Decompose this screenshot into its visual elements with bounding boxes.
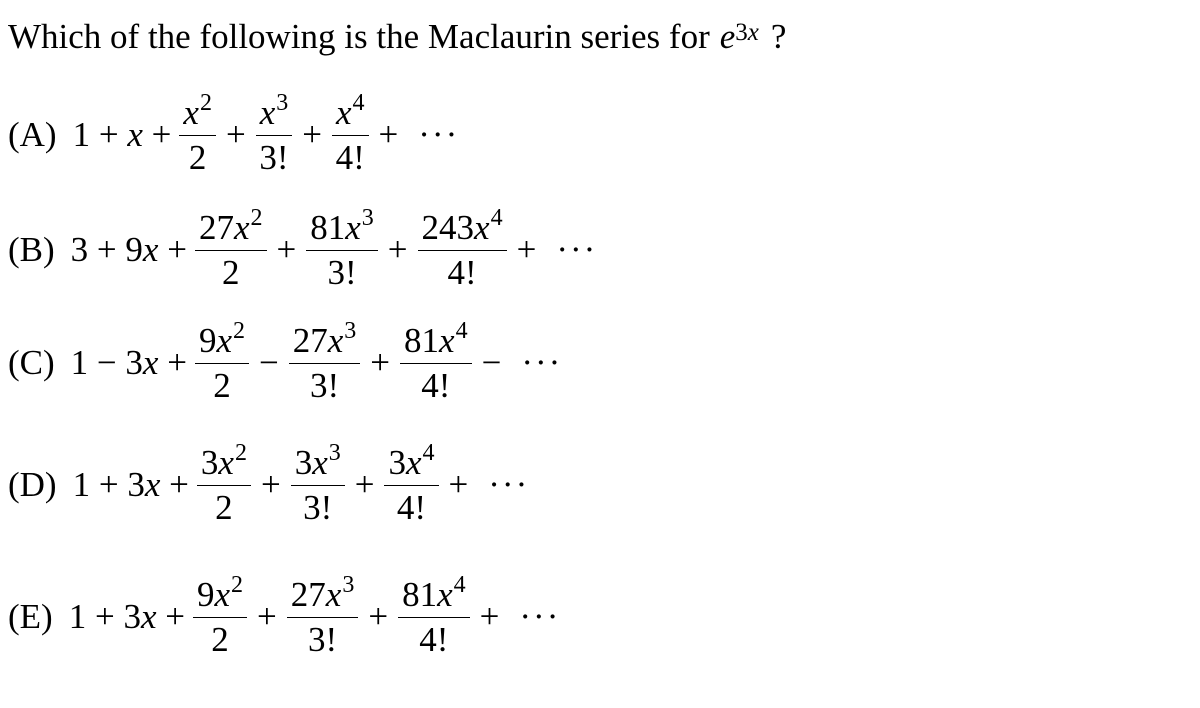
operator: − xyxy=(259,343,279,382)
operator: + xyxy=(448,465,469,504)
operator: + xyxy=(479,597,500,636)
numerator-variable: x xyxy=(312,442,328,482)
fraction-term xyxy=(179,89,216,178)
numerator-power: 4 xyxy=(455,317,468,344)
question-stem xyxy=(8,14,786,60)
fraction-term xyxy=(291,439,345,528)
fraction-denominator: 3! xyxy=(327,252,357,292)
option-expression xyxy=(8,205,1008,295)
numerator-power: 2 xyxy=(199,89,212,116)
fraction-denominator: 3! xyxy=(303,487,333,527)
question-mark: ? xyxy=(770,17,787,56)
numerator-coefficient: 27 xyxy=(198,207,234,247)
numerator-coefficient: 27 xyxy=(292,320,328,360)
fraction-denominator: 4! xyxy=(419,619,449,659)
operator: + xyxy=(378,115,399,154)
option-label: (B) xyxy=(8,230,55,269)
numerator-power: 4 xyxy=(453,571,466,598)
operator: + xyxy=(368,597,389,636)
fraction-term xyxy=(287,571,359,660)
numerator-power: 4 xyxy=(352,89,365,116)
numerator-power: 3 xyxy=(361,204,374,231)
operator: + xyxy=(260,465,281,504)
fraction-denominator: 2 xyxy=(211,619,229,659)
numerator-variable: x xyxy=(218,442,234,482)
fraction-term xyxy=(384,439,438,528)
question-exponent-var: x xyxy=(747,19,759,46)
numerator-variable: x xyxy=(259,92,276,132)
fraction-denominator: 3! xyxy=(307,619,338,659)
fraction-denominator: 4! xyxy=(335,137,365,177)
fraction-term xyxy=(193,571,247,660)
operator: + xyxy=(516,230,537,269)
answer-option[interactable] xyxy=(8,318,1008,408)
option-label: (E) xyxy=(8,597,53,636)
ellipsis: ··· xyxy=(521,343,563,382)
fraction-term xyxy=(195,204,267,293)
answer-option[interactable] xyxy=(8,572,1008,662)
fraction-numerator xyxy=(197,439,251,486)
numerator-variable: x xyxy=(214,574,231,614)
numerator-variable: x xyxy=(327,320,344,360)
numerator-coefficient: 3 xyxy=(200,442,219,482)
fraction-numerator xyxy=(179,89,216,136)
operator: + xyxy=(370,343,391,382)
operator: + xyxy=(387,230,408,269)
fraction-numerator xyxy=(256,89,293,136)
numerator-variable: x xyxy=(474,207,490,247)
question-base: e xyxy=(719,17,736,56)
fraction-numerator xyxy=(195,204,267,251)
fraction-denominator: 2 xyxy=(213,365,231,405)
answer-option[interactable] xyxy=(8,440,1008,530)
numerator-variable: x xyxy=(345,207,361,247)
option-leading-terms: 1 + x + xyxy=(72,115,172,154)
numerator-variable: x xyxy=(439,320,455,360)
numerator-power: 2 xyxy=(233,317,245,344)
option-expression xyxy=(8,440,1008,530)
fraction-term xyxy=(306,204,378,293)
fraction-denominator: 2 xyxy=(221,252,240,292)
numerator-variable: x xyxy=(335,92,352,132)
fraction-numerator xyxy=(332,89,369,136)
fraction-term xyxy=(195,317,249,406)
fraction-denominator: 3! xyxy=(259,137,289,177)
fraction-numerator xyxy=(306,204,378,251)
fraction-term xyxy=(289,317,361,406)
ellipsis: ··· xyxy=(556,230,598,269)
numerator-variable: x xyxy=(405,442,422,482)
numerator-power: 2 xyxy=(250,204,263,231)
numerator-coefficient: 81 xyxy=(404,320,440,360)
numerator-variable: x xyxy=(233,207,250,247)
option-label: (C) xyxy=(8,343,55,382)
fraction-denominator: 4! xyxy=(396,487,427,527)
numerator-power: 2 xyxy=(234,439,247,466)
numerator-coefficient: 3 xyxy=(294,442,313,482)
numerator-coefficient: 9 xyxy=(198,320,217,360)
numerator-power: 3 xyxy=(276,89,289,116)
numerator-power: 4 xyxy=(422,439,435,466)
fraction-numerator xyxy=(384,439,438,486)
fraction-denominator: 2 xyxy=(188,137,207,177)
option-expression xyxy=(8,90,1008,180)
fraction-term xyxy=(256,89,293,178)
fraction-numerator xyxy=(418,204,507,251)
option-expression xyxy=(8,318,1008,408)
numerator-power: 3 xyxy=(328,439,341,466)
numerator-coefficient: 81 xyxy=(310,207,346,247)
fraction-denominator: 4! xyxy=(447,252,477,292)
numerator-coefficient: 243 xyxy=(421,207,475,247)
operator: + xyxy=(225,115,246,154)
answer-option[interactable] xyxy=(8,90,1008,180)
ellipsis: ··· xyxy=(488,465,530,504)
operator: + xyxy=(257,597,277,636)
ellipsis: ··· xyxy=(519,597,561,636)
operator: + xyxy=(354,465,375,504)
option-label: (A) xyxy=(8,115,57,154)
numerator-power: 3 xyxy=(342,571,355,598)
operator: − xyxy=(481,343,502,382)
option-leading-terms: 1 + 3x + xyxy=(72,465,189,504)
fraction-term xyxy=(332,89,369,178)
operator: + xyxy=(276,230,297,269)
question-text: Which of the following is the Maclaurin series for xyxy=(8,17,710,56)
operator: + xyxy=(302,115,322,154)
numerator-variable: x xyxy=(325,574,342,614)
option-leading-terms: 1 + 3x + xyxy=(68,597,185,636)
numerator-coefficient: 81 xyxy=(402,574,438,614)
fraction-numerator xyxy=(291,439,345,486)
numerator-variable: x xyxy=(437,574,453,614)
fraction-numerator xyxy=(400,317,472,364)
numerator-power: 2 xyxy=(231,571,244,598)
fraction-numerator xyxy=(193,571,247,618)
fraction-numerator xyxy=(195,317,249,364)
numerator-coefficient: 27 xyxy=(290,574,326,614)
numerator-coefficient: 9 xyxy=(197,574,215,614)
numerator-variable: x xyxy=(216,320,232,360)
fraction-numerator xyxy=(398,571,470,618)
answer-option[interactable] xyxy=(8,205,1008,295)
ellipsis: ··· xyxy=(418,115,460,154)
option-label: (D) xyxy=(8,465,57,504)
numerator-power: 4 xyxy=(490,204,503,231)
option-leading-terms: 3 + 9x + xyxy=(70,230,187,269)
numerator-coefficient: 3 xyxy=(388,442,406,482)
numerator-power: 3 xyxy=(344,317,357,344)
fraction-denominator: 4! xyxy=(421,365,451,405)
fraction-term xyxy=(398,571,470,660)
fraction-term xyxy=(400,317,472,406)
question-exponent xyxy=(735,19,759,46)
numerator-variable: x xyxy=(183,92,199,132)
fraction-denominator: 2 xyxy=(215,487,233,527)
fraction-term xyxy=(418,204,507,293)
fraction-denominator: 3! xyxy=(309,365,340,405)
fraction-numerator xyxy=(287,571,359,618)
question-exponent-coef: 3 xyxy=(735,19,748,46)
option-leading-terms: 1 − 3x + xyxy=(70,343,187,382)
fraction-numerator xyxy=(289,317,361,364)
option-expression xyxy=(8,572,1008,662)
fraction-term xyxy=(197,439,251,528)
